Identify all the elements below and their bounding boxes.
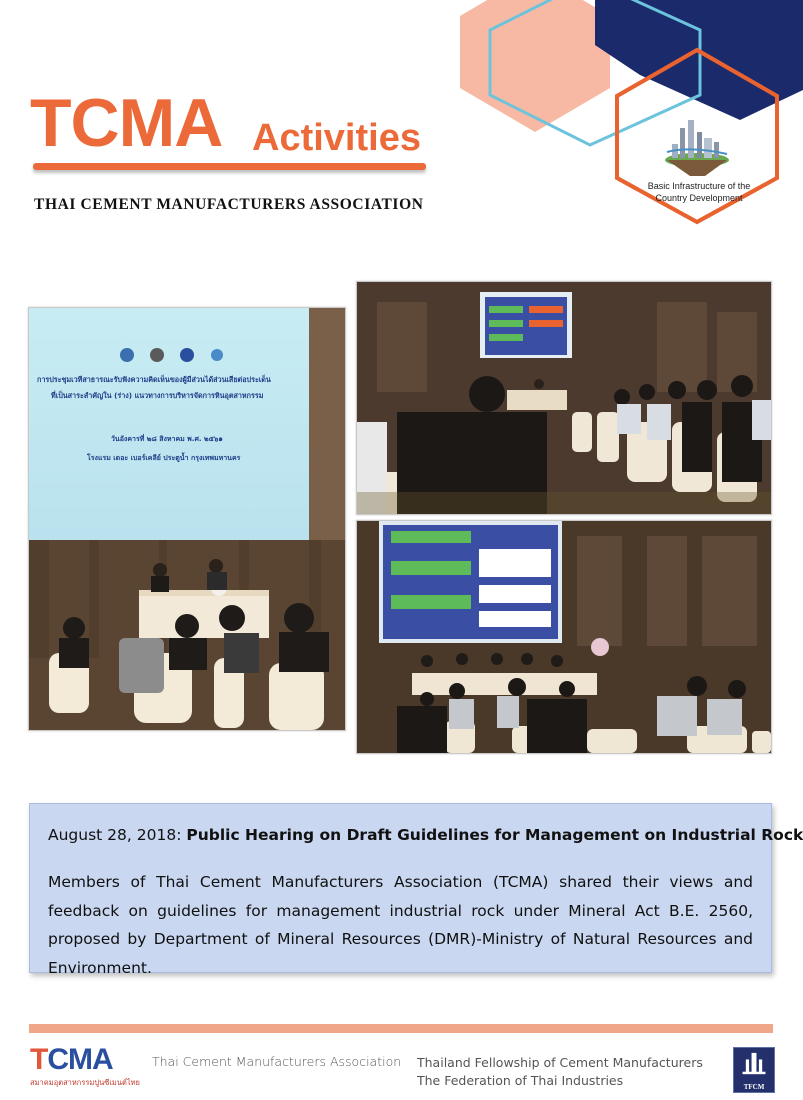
footer-logo-rest: CMA <box>47 1043 113 1076</box>
title-underline <box>33 163 426 170</box>
slide-line-4: โรงแรม เดอะ เบอร์เคลีย์ ประตูน้ำ กรุงเทพมหานคร <box>87 454 241 462</box>
tfcm-emblem-icon <box>734 1048 774 1084</box>
title-tcma: TCMA <box>30 85 223 161</box>
footer-fellowship: Thailand Fellowship of Cement Manufacturers <box>417 1055 703 1070</box>
association-subtitle: THAI CEMENT MANUFACTURERS ASSOCIATION <box>34 196 424 213</box>
footer-association: Thai Cement Manufacturers Association <box>152 1054 402 1069</box>
event-title: Public Hearing on Draft Guidelines for Management on Industrial Rock <box>186 826 803 844</box>
photo-audience <box>356 281 772 515</box>
photo-panel <box>356 520 772 754</box>
title-activities: Activities <box>252 117 421 159</box>
slide-line-2: ที่เป็นสาระสำคัญใน (ร่าง) แนวทางการบริหารจัดการหินอุตสาหกรรม <box>51 391 264 400</box>
photo-main-stage <box>28 307 346 731</box>
tfcm-label: TFCM <box>743 1083 765 1091</box>
tfcm-logo <box>733 1047 775 1093</box>
event-info-box <box>29 803 803 977</box>
footer-divider <box>29 1024 773 1033</box>
event-heading <box>48 826 803 844</box>
event-date: August 28, 2018: <box>48 826 182 844</box>
slide-line-1: การประชุมเวทีสาธารณะรับฟังความคิดเห็นของผู้มีส่วนได้ส่วนเสียต่อประเด็น <box>37 375 271 384</box>
slide-line-3: วันอังคารที่ ๒๘ สิงหาคม พ.ศ. ๒๕๖๑ <box>111 435 223 443</box>
footer-logo-t: T <box>30 1043 48 1076</box>
footer-logo-thai: สมาคมอุตสาหกรรมปูนซีเมนต์ไทย <box>30 1078 140 1087</box>
event-description: Members of Thai Cement Manufacturers Association (TCMA) shared their views and feedback on guidelines for management industrial rock under Mineral Act B.E. 2560, proposed by Department of Mineral Resources (DMR)-Ministry of Natural Resources and Environment. <box>48 873 753 977</box>
footer-fellowship-block <box>417 1054 703 1090</box>
footer-federation: The Federation of Thai Industries <box>417 1073 624 1088</box>
footer-tcma-logo <box>30 1044 113 1076</box>
hex-caption: Basic Infrastructure of the Country Development <box>647 181 751 203</box>
